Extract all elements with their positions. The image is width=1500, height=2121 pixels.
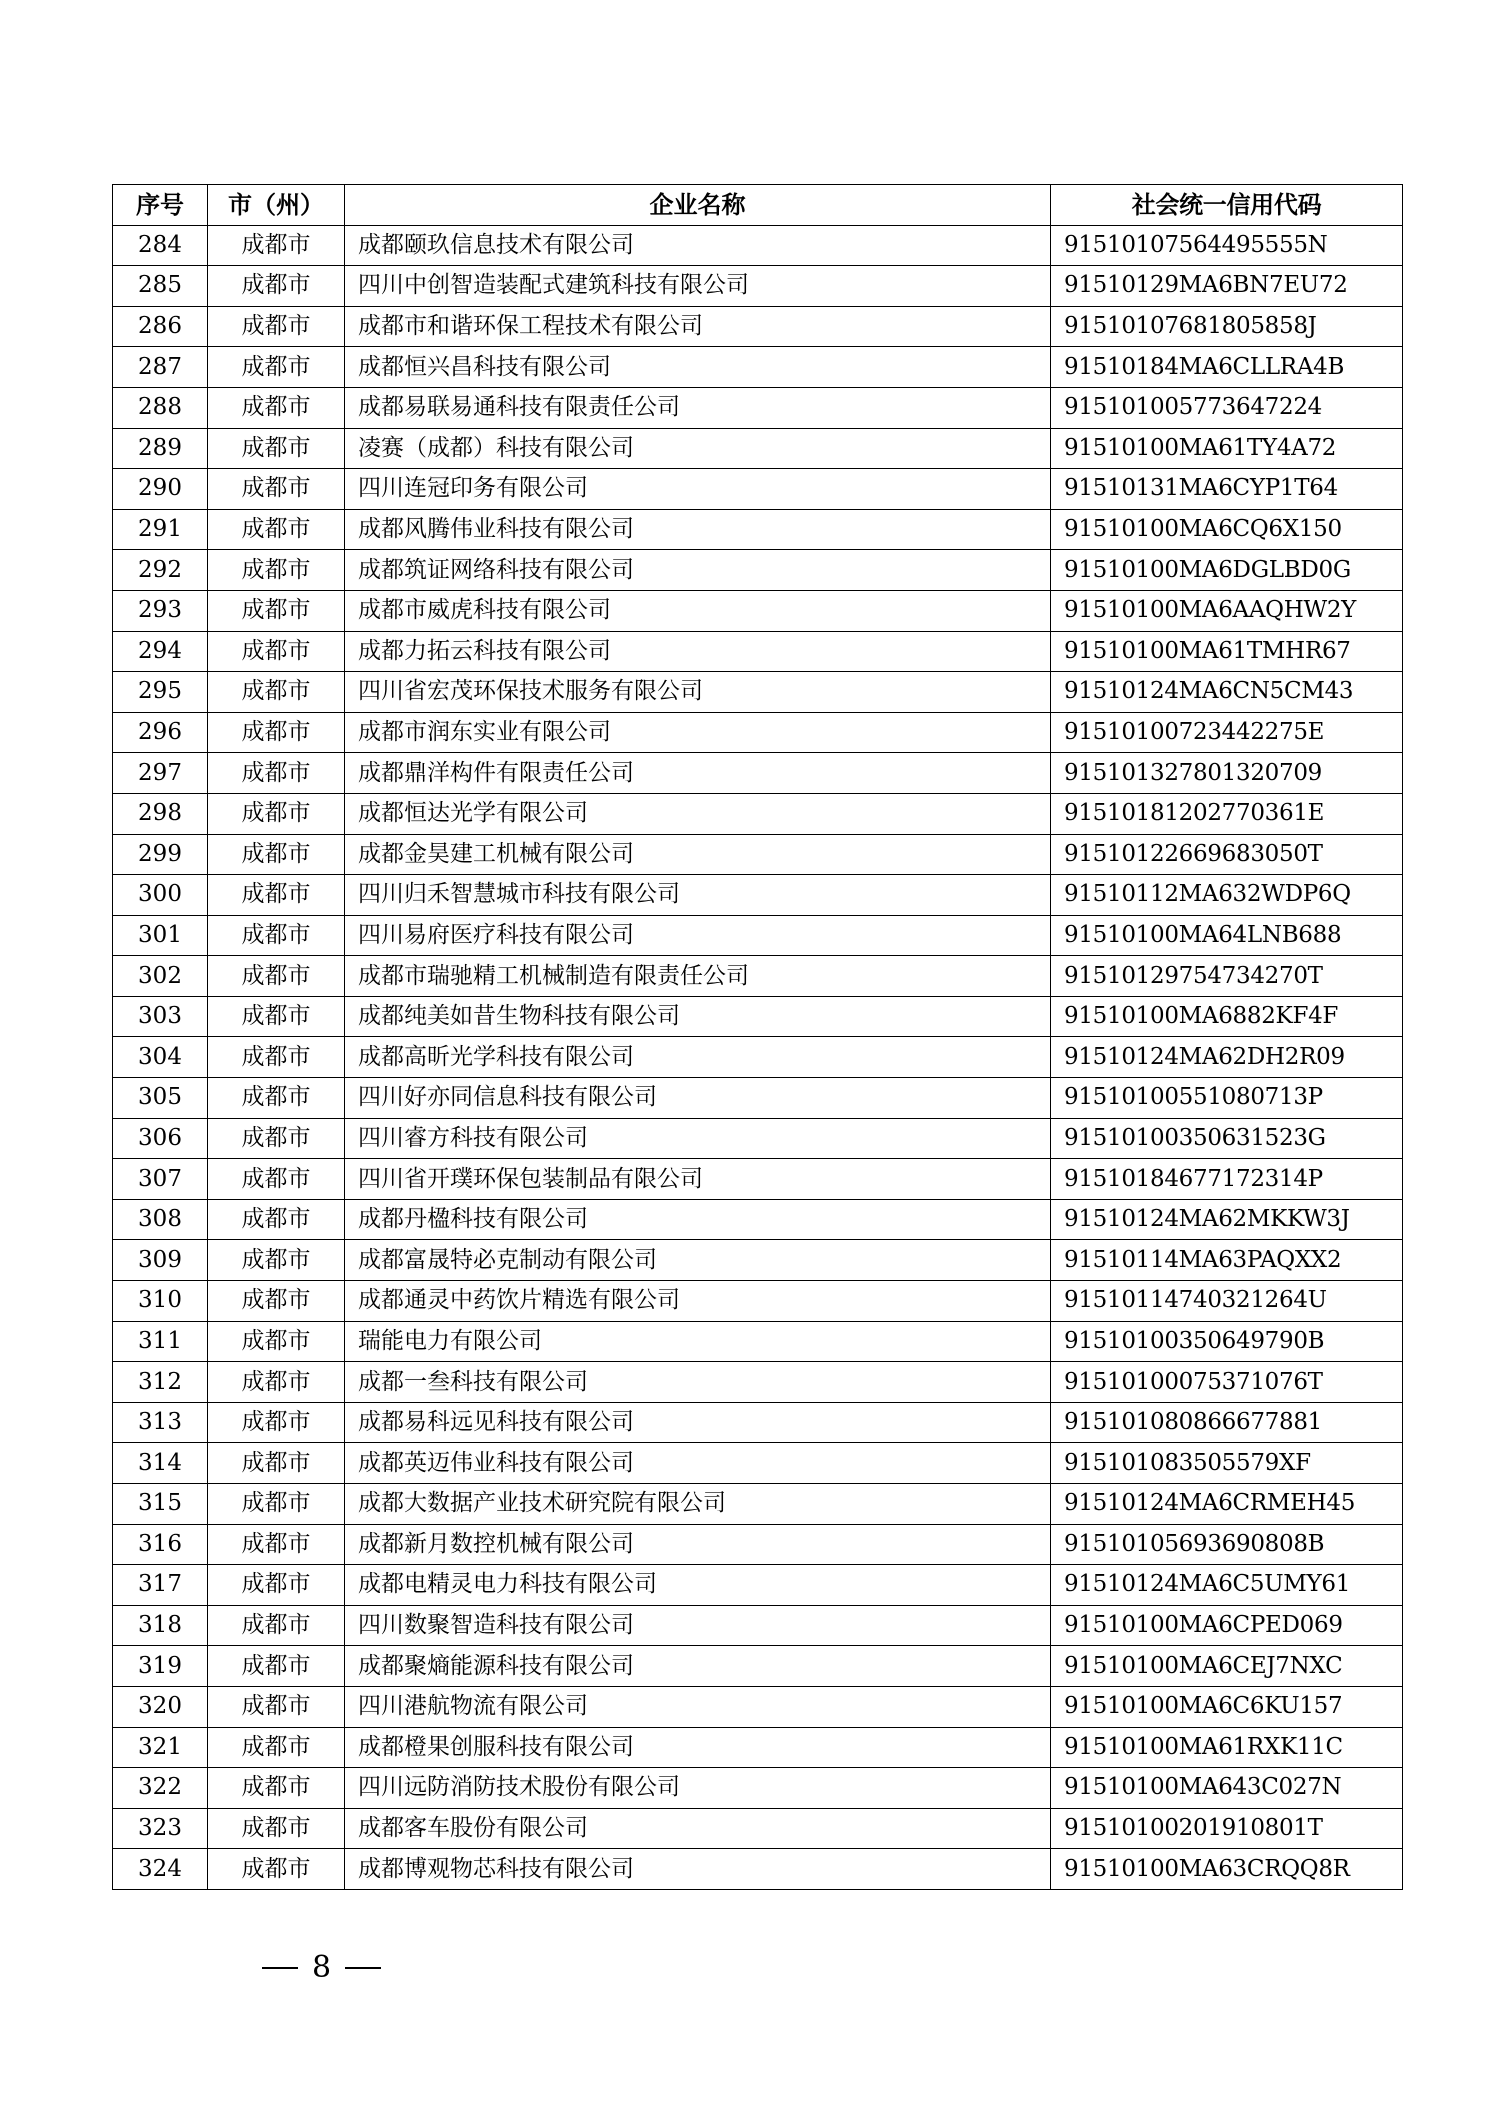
cell-company-name: 成都市瑞驰精工机械制造有限责任公司 [345,956,1051,997]
cell-credit-code: 91510181202770361E [1051,793,1403,834]
cell-company-name: 四川数聚智造科技有限公司 [345,1605,1051,1646]
cell-city: 成都市 [208,1727,345,1768]
cell-serial-number: 307 [113,1159,208,1200]
cell-company-name: 成都鼎洋构件有限责任公司 [345,753,1051,794]
cell-company-name: 成都博观物芯科技有限公司 [345,1849,1051,1890]
cell-serial-number: 300 [113,875,208,916]
cell-city: 成都市 [208,1118,345,1159]
table-row [113,428,1403,469]
cell-city: 成都市 [208,469,345,510]
table-row [113,1118,1403,1159]
cell-credit-code: 91510122669683050T [1051,834,1403,875]
cell-city: 成都市 [208,1321,345,1362]
cell-company-name: 成都市威虎科技有限公司 [345,590,1051,631]
cell-credit-code: 915101083505579XF [1051,1443,1403,1484]
cell-city: 成都市 [208,875,345,916]
cell-serial-number: 313 [113,1402,208,1443]
cell-serial-number: 323 [113,1808,208,1849]
footer-dash-left [262,1967,298,1969]
cell-serial-number: 317 [113,1565,208,1606]
cell-company-name: 四川省宏茂环保技术服务有限公司 [345,672,1051,713]
cell-company-name: 成都纯美如昔生物科技有限公司 [345,996,1051,1037]
cell-company-name: 四川省开璞环保包装制品有限公司 [345,1159,1051,1200]
cell-city: 成都市 [208,1565,345,1606]
cell-city: 成都市 [208,1199,345,1240]
footer-dash-right [345,1967,381,1969]
header-serial-number: 序号 [113,185,208,226]
table-row [113,753,1403,794]
cell-city: 成都市 [208,834,345,875]
cell-company-name: 成都橙果创服科技有限公司 [345,1727,1051,1768]
cell-city: 成都市 [208,550,345,591]
page-number: 8 [312,1950,332,1985]
cell-serial-number: 295 [113,672,208,713]
table-row [113,509,1403,550]
table-row [113,875,1403,916]
cell-credit-code: 91510184677172314P [1051,1159,1403,1200]
cell-serial-number: 319 [113,1646,208,1687]
cell-city: 成都市 [208,1159,345,1200]
cell-serial-number: 293 [113,590,208,631]
cell-credit-code: 91510105693690808B [1051,1524,1403,1565]
cell-credit-code: 91510100MA6CEJ7NXC [1051,1646,1403,1687]
cell-credit-code: 91510100201910801T [1051,1808,1403,1849]
cell-credit-code: 91510100MA61TMHR67 [1051,631,1403,672]
table-row [113,672,1403,713]
cell-credit-code: 91510100075371076T [1051,1362,1403,1403]
cell-city: 成都市 [208,956,345,997]
cell-serial-number: 304 [113,1037,208,1078]
cell-city: 成都市 [208,793,345,834]
cell-credit-code: 91510129754734270T [1051,956,1403,997]
cell-company-name: 凌赛（成都）科技有限公司 [345,428,1051,469]
cell-company-name: 四川连冠印务有限公司 [345,469,1051,510]
cell-company-name: 四川易府医疗科技有限公司 [345,915,1051,956]
cell-company-name: 成都市和谐环保工程技术有限公司 [345,306,1051,347]
cell-credit-code: 91510100350631523G [1051,1118,1403,1159]
cell-serial-number: 315 [113,1484,208,1525]
table-row [113,1768,1403,1809]
table-row [113,1849,1403,1890]
cell-company-name: 四川中创智造装配式建筑科技有限公司 [345,266,1051,307]
cell-serial-number: 303 [113,996,208,1037]
table-row [113,469,1403,510]
cell-city: 成都市 [208,428,345,469]
cell-serial-number: 321 [113,1727,208,1768]
cell-company-name: 成都风腾伟业科技有限公司 [345,509,1051,550]
header-credit-code: 社会统一信用代码 [1051,185,1403,226]
cell-city: 成都市 [208,1037,345,1078]
cell-company-name: 成都通灵中药饮片精选有限公司 [345,1281,1051,1322]
cell-serial-number: 284 [113,225,208,266]
table-header-row [113,185,1403,226]
cell-company-name: 成都颐玖信息技术有限公司 [345,225,1051,266]
cell-company-name: 成都市润东实业有限公司 [345,712,1051,753]
cell-serial-number: 309 [113,1240,208,1281]
table-row [113,387,1403,428]
table-row [113,590,1403,631]
table-row [113,1565,1403,1606]
cell-serial-number: 296 [113,712,208,753]
table-row [113,225,1403,266]
table-row [113,1037,1403,1078]
table-row [113,1159,1403,1200]
cell-city: 成都市 [208,1240,345,1281]
cell-city: 成都市 [208,1768,345,1809]
table-row [113,347,1403,388]
cell-serial-number: 288 [113,387,208,428]
table-row [113,1199,1403,1240]
cell-serial-number: 324 [113,1849,208,1890]
table-row [113,631,1403,672]
cell-serial-number: 292 [113,550,208,591]
cell-city: 成都市 [208,509,345,550]
cell-company-name: 成都大数据产业技术研究院有限公司 [345,1484,1051,1525]
cell-city: 成都市 [208,996,345,1037]
header-company-name: 企业名称 [345,185,1051,226]
cell-city: 成都市 [208,1808,345,1849]
cell-company-name: 成都客车股份有限公司 [345,1808,1051,1849]
cell-credit-code: 91510100MA63CRQQ8R [1051,1849,1403,1890]
cell-city: 成都市 [208,631,345,672]
cell-credit-code: 91510100MA6AAQHW2Y [1051,590,1403,631]
table-body [113,225,1403,1889]
cell-serial-number: 294 [113,631,208,672]
cell-credit-code: 91510184MA6CLLRA4B [1051,347,1403,388]
table-row [113,1078,1403,1119]
table-row [113,956,1403,997]
cell-city: 成都市 [208,347,345,388]
cell-city: 成都市 [208,1484,345,1525]
cell-credit-code: 91510124MA6C5UMY61 [1051,1565,1403,1606]
cell-credit-code: 91510100350649790B [1051,1321,1403,1362]
cell-city: 成都市 [208,1849,345,1890]
cell-credit-code: 915101080866677881 [1051,1402,1403,1443]
cell-credit-code: 915101005773647224 [1051,387,1403,428]
table-row [113,996,1403,1037]
cell-serial-number: 302 [113,956,208,997]
cell-city: 成都市 [208,1443,345,1484]
cell-serial-number: 299 [113,834,208,875]
cell-company-name: 成都恒达光学有限公司 [345,793,1051,834]
cell-credit-code: 91510107564495555N [1051,225,1403,266]
cell-company-name: 四川好亦同信息科技有限公司 [345,1078,1051,1119]
cell-city: 成都市 [208,712,345,753]
table-row [113,834,1403,875]
cell-serial-number: 318 [113,1605,208,1646]
cell-city: 成都市 [208,266,345,307]
cell-company-name: 成都金昊建工机械有限公司 [345,834,1051,875]
table-row [113,550,1403,591]
table-row [113,1727,1403,1768]
page-footer [262,1950,381,1985]
cell-city: 成都市 [208,1646,345,1687]
table-row [113,1362,1403,1403]
cell-credit-code: 91510100MA61TY4A72 [1051,428,1403,469]
table-row [113,1321,1403,1362]
cell-serial-number: 286 [113,306,208,347]
cell-company-name: 成都英迈伟业科技有限公司 [345,1443,1051,1484]
cell-credit-code: 91510124MA62MKKW3J [1051,1199,1403,1240]
cell-credit-code: 91510100MA643C027N [1051,1768,1403,1809]
table-row [113,1484,1403,1525]
header-city: 市（州） [208,185,345,226]
cell-city: 成都市 [208,1281,345,1322]
cell-serial-number: 311 [113,1321,208,1362]
cell-serial-number: 301 [113,915,208,956]
table-row [113,712,1403,753]
cell-credit-code: 91510114740321264U [1051,1281,1403,1322]
cell-city: 成都市 [208,1078,345,1119]
cell-credit-code: 91510100723442275E [1051,712,1403,753]
cell-company-name: 成都易联易通科技有限责任公司 [345,387,1051,428]
cell-serial-number: 287 [113,347,208,388]
cell-city: 成都市 [208,753,345,794]
table-row [113,1443,1403,1484]
cell-credit-code: 91510100MA6C6KU157 [1051,1686,1403,1727]
cell-serial-number: 290 [113,469,208,510]
cell-credit-code: 91510124MA62DH2R09 [1051,1037,1403,1078]
cell-serial-number: 289 [113,428,208,469]
table-row [113,1605,1403,1646]
cell-serial-number: 322 [113,1768,208,1809]
cell-serial-number: 314 [113,1443,208,1484]
cell-credit-code: 91510129MA6BN7EU72 [1051,266,1403,307]
cell-city: 成都市 [208,225,345,266]
table-row [113,1402,1403,1443]
table-row [113,1524,1403,1565]
cell-credit-code: 91510112MA632WDP6Q [1051,875,1403,916]
cell-city: 成都市 [208,1524,345,1565]
cell-company-name: 四川归禾智慧城市科技有限公司 [345,875,1051,916]
cell-company-name: 成都电精灵电力科技有限公司 [345,1565,1051,1606]
table-row [113,1240,1403,1281]
cell-company-name: 四川睿方科技有限公司 [345,1118,1051,1159]
cell-serial-number: 298 [113,793,208,834]
cell-company-name: 四川远防消防技术股份有限公司 [345,1768,1051,1809]
cell-credit-code: 91510100MA6882KF4F [1051,996,1403,1037]
cell-company-name: 成都丹楹科技有限公司 [345,1199,1051,1240]
cell-city: 成都市 [208,672,345,713]
cell-credit-code: 915101327801320709 [1051,753,1403,794]
cell-serial-number: 320 [113,1686,208,1727]
table-row [113,1281,1403,1322]
company-list-table [112,184,1403,1890]
cell-company-name: 瑞能电力有限公司 [345,1321,1051,1362]
cell-serial-number: 312 [113,1362,208,1403]
cell-serial-number: 291 [113,509,208,550]
cell-city: 成都市 [208,306,345,347]
cell-city: 成都市 [208,1362,345,1403]
table-row [113,1686,1403,1727]
cell-city: 成都市 [208,915,345,956]
cell-company-name: 成都高昕光学科技有限公司 [345,1037,1051,1078]
table-row [113,1808,1403,1849]
cell-serial-number: 310 [113,1281,208,1322]
cell-credit-code: 91510107681805858J [1051,306,1403,347]
cell-serial-number: 308 [113,1199,208,1240]
cell-company-name: 成都易科远见科技有限公司 [345,1402,1051,1443]
cell-company-name: 成都新月数控机械有限公司 [345,1524,1051,1565]
cell-credit-code: 91510114MA63PAQXX2 [1051,1240,1403,1281]
table-row [113,266,1403,307]
cell-credit-code: 91510100MA64LNB688 [1051,915,1403,956]
cell-city: 成都市 [208,590,345,631]
cell-company-name: 四川港航物流有限公司 [345,1686,1051,1727]
cell-serial-number: 285 [113,266,208,307]
cell-company-name: 成都聚熵能源科技有限公司 [345,1646,1051,1687]
table-row [113,793,1403,834]
cell-serial-number: 306 [113,1118,208,1159]
cell-city: 成都市 [208,1605,345,1646]
cell-credit-code: 91510124MA6CN5CM43 [1051,672,1403,713]
cell-serial-number: 297 [113,753,208,794]
cell-company-name: 成都力拓云科技有限公司 [345,631,1051,672]
table-row [113,306,1403,347]
cell-company-name: 成都恒兴昌科技有限公司 [345,347,1051,388]
cell-serial-number: 316 [113,1524,208,1565]
cell-company-name: 成都富晟特必克制动有限公司 [345,1240,1051,1281]
cell-serial-number: 305 [113,1078,208,1119]
cell-credit-code: 91510100MA61RXK11C [1051,1727,1403,1768]
cell-credit-code: 91510131MA6CYP1T64 [1051,469,1403,510]
table-row [113,1646,1403,1687]
cell-company-name: 成都筑证网络科技有限公司 [345,550,1051,591]
cell-credit-code: 91510100MA6CQ6X150 [1051,509,1403,550]
cell-credit-code: 91510100MA6CPED069 [1051,1605,1403,1646]
cell-credit-code: 91510100551080713P [1051,1078,1403,1119]
cell-company-name: 成都一叁科技有限公司 [345,1362,1051,1403]
cell-city: 成都市 [208,1402,345,1443]
cell-credit-code: 91510100MA6DGLBD0G [1051,550,1403,591]
cell-credit-code: 91510124MA6CRMEH45 [1051,1484,1403,1525]
table-row [113,915,1403,956]
cell-city: 成都市 [208,387,345,428]
cell-city: 成都市 [208,1686,345,1727]
